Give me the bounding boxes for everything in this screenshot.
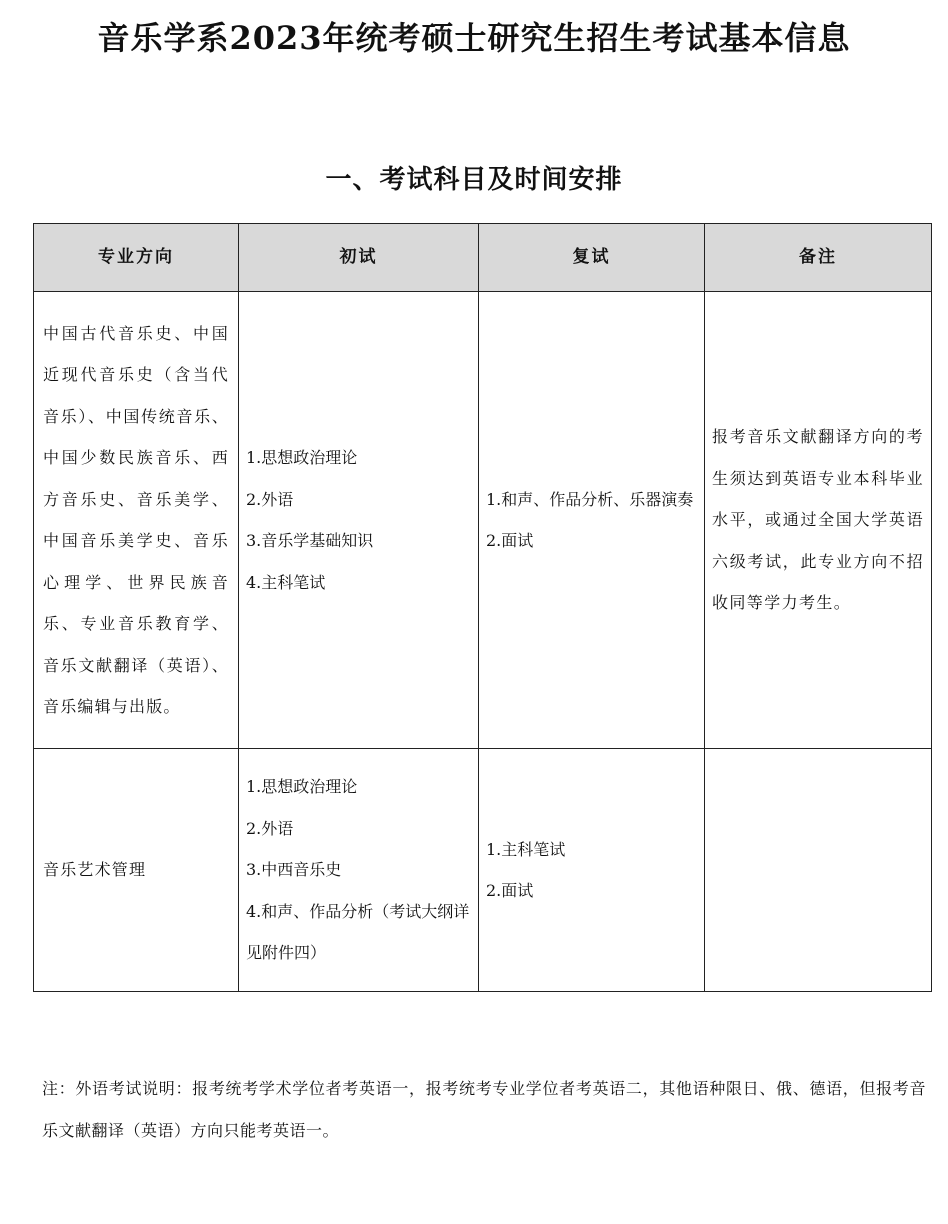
initial-exam-item: 2.外语 [246,818,294,838]
header-retest: 复试 [479,224,705,292]
remarks-cell: 报考音乐文献翻译方向的考生须达到英语专业本科毕业水平，或通过全国大学英语六级考试，此专业方向不招收同等学力考生。 [705,292,932,749]
initial-exam-item: 4.和声、作品分析（考试大纲详见附件四） [246,901,470,963]
retest-item: 2.面试 [486,531,534,550]
table-header-row [34,224,932,292]
retest-cell [479,749,705,992]
initial-exam-cell [239,292,479,749]
header-major: 专业方向 [34,224,239,292]
initial-exam-cell [239,749,479,992]
section-title: 一、考试科目及时间安排 [325,165,623,195]
initial-exam-item: 2.外语 [246,489,294,509]
table-row [34,292,932,749]
retest-item: 1.主科笔试 [486,839,566,859]
initial-exam-item: 1.思想政治理论 [246,448,358,467]
initial-exam-item: 1.思想政治理论 [246,777,358,797]
table-row [34,749,932,992]
header-remarks: 备注 [705,224,932,292]
initial-exam-item: 3.中西音乐史 [246,860,342,880]
major-cell: 音乐艺术管理 [34,749,239,992]
exam-subjects-table [33,223,932,992]
major-cell: 中国古代音乐史、中国近现代音乐史（含当代音乐）、中国传统音乐、中国少数民族音乐、西方音乐史、音乐美学、中国音乐美学史、音乐心理学、世界民族音乐、专业音乐教育学、音乐文献翻译（英语）、音乐编辑与出版。 [34,292,239,749]
remarks-cell [705,749,932,992]
document-title: 音乐学系2023年统考硕士研究生招生考试基本信息 [97,19,851,57]
retest-cell [479,292,705,749]
retest-item: 2.面试 [486,881,534,900]
initial-exam-item: 4.主科笔试 [246,572,326,592]
initial-exam-item: 3.音乐学基础知识 [246,531,374,550]
footnote: 注：外语考试说明：报考统考学术学位者考英语一，报考统考专业学位者考英语二，其他语种限日、俄、德语，但报考音乐文献翻译（英语）方向只能考英语一。 [42,1079,926,1140]
retest-item: 1.和声、作品分析、乐器演奏 [486,489,694,509]
header-initial-exam: 初试 [239,224,479,292]
